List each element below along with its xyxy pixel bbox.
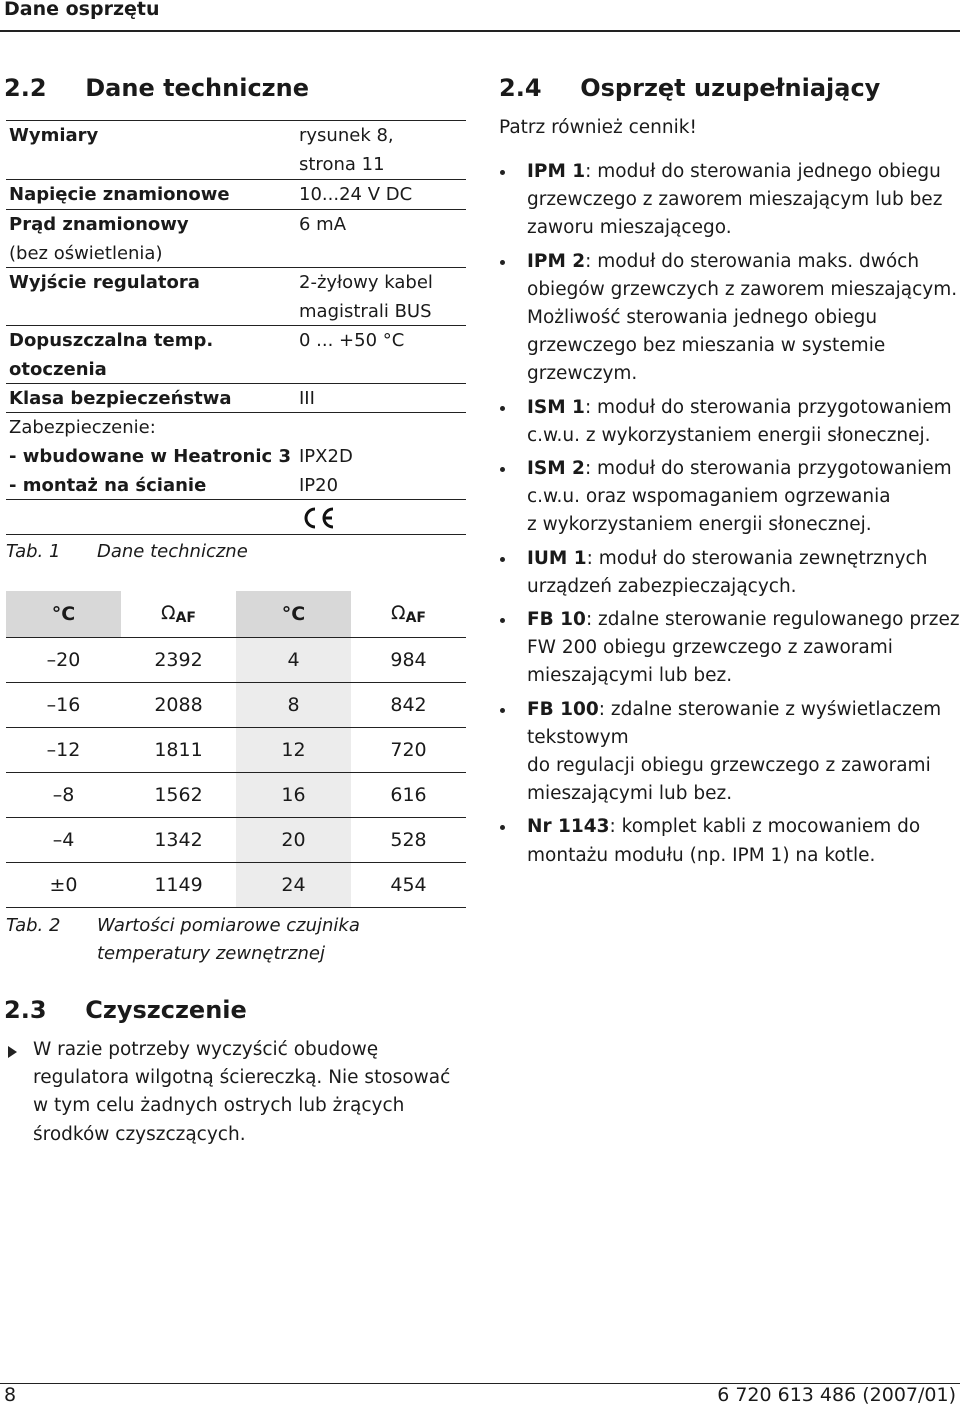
list-item: ISM 2: moduł do sterowania przygotowaniem c.w.u. oraz wspomaganiem ogrzewania z wykorzystaniem energii słonecznej. [500, 455, 960, 540]
table-cell: 616 [351, 773, 466, 818]
section-2-2-heading [4, 74, 309, 102]
spec-row [6, 326, 466, 384]
table-cell: 24 [236, 863, 351, 908]
table-cell: 1149 [121, 863, 236, 908]
spec-value-line: IPX2D [299, 446, 353, 467]
spec-key [9, 326, 213, 384]
bullet-icon [500, 170, 505, 175]
bullet-icon [500, 557, 505, 562]
ce-mark-icon [299, 506, 337, 539]
table-row [6, 683, 466, 728]
table-cell: –8 [6, 773, 121, 818]
table-header-row [6, 591, 466, 638]
section-number: 2.2 [4, 74, 47, 102]
text-line: w tym celu żadnych ostrych lub żrących [33, 1095, 405, 1117]
section-2-4-heading [499, 74, 880, 102]
table-cell: 720 [351, 728, 466, 773]
caption-text [97, 912, 360, 968]
list-item: FB 10: zdalne sterowanie regulowanego przez FW 200 obiegu grzewczego z zaworami mieszającymi lub bez. [500, 606, 960, 691]
table-cell: 4 [236, 638, 351, 683]
spec-value: 0 ... +50 °C [299, 330, 405, 351]
bullet-icon [500, 618, 505, 623]
spec-key-line: Dopuszczalna temp. [9, 330, 214, 351]
bullet-icon [500, 260, 505, 265]
spec-value: III [299, 388, 315, 409]
page-number: 8 [4, 1384, 17, 1406]
spec-key-line: Prąd znamionowy [9, 214, 189, 235]
spec-value-line [299, 413, 353, 442]
caption-text: Dane techniczne [97, 541, 248, 562]
list-item: IPM 1: moduł do sterowania jednego obiegu grzewczego z zaworem mieszającym lub bez zaworu mieszającego. [500, 158, 960, 243]
spec-value: 6 mA [299, 214, 347, 235]
spec-key-line: otoczenia [9, 359, 107, 380]
header-rule [0, 30, 960, 32]
list-item: IUM 1: moduł do sterowania zewnętrznych urządzeń zabezpieczających. [500, 545, 960, 601]
spec-row [6, 210, 466, 268]
section-number: 2.4 [499, 74, 542, 102]
table-row [6, 818, 466, 863]
spec-key: Wymiary [9, 125, 99, 146]
spec-value-line: rysunek 8, [299, 125, 394, 146]
spec-row [6, 268, 466, 326]
table-cell: 528 [351, 818, 466, 863]
table-cell: 2392 [121, 638, 236, 683]
table-row [6, 728, 466, 773]
table-cell: 8 [236, 683, 351, 728]
section-title: Dane techniczne [85, 74, 310, 102]
text-line: środków czyszczących. [33, 1123, 246, 1145]
spec-value-line: 2-żyłowy kabel [299, 272, 433, 293]
table-row [6, 863, 466, 908]
spec-key-line: - montaż na ścianie [9, 475, 207, 496]
section-title: Czyszczenie [85, 996, 247, 1024]
spec-row [6, 180, 466, 210]
section-title: Osprzęt uzupełniający [580, 74, 881, 102]
instruction-arrow-icon [8, 1038, 17, 1062]
table-cell: 12 [236, 728, 351, 773]
column-header: $\Omega_{AF}$ [351, 591, 466, 638]
table-cell: 1811 [121, 728, 236, 773]
table-cell: 1342 [121, 818, 236, 863]
spec-key: Klasa bezpieczeństwa [9, 388, 232, 409]
running-header: Dane osprzętu [4, 0, 160, 20]
bullet-icon [500, 825, 505, 830]
column-header: °C [236, 591, 351, 638]
spec-value: 10...24 V DC [299, 184, 413, 205]
spec-key [9, 210, 189, 268]
section-2-3-heading [4, 996, 247, 1024]
table-cell: 842 [351, 683, 466, 728]
caption-line: temperatury zewnętrznej [97, 943, 325, 964]
spec-row [6, 500, 466, 535]
spec-row [6, 384, 466, 413]
accessories-list [500, 158, 960, 875]
spec-value-line: magistrali BUS [299, 301, 432, 322]
spec-value-line: strona 11 [299, 154, 385, 175]
caption-label: Tab. 2 [6, 915, 61, 936]
spec-key-note: (bez oświetlenia) [9, 243, 163, 264]
text-line: regulatora wilgotną ściereczką. Nie stosować [33, 1067, 451, 1089]
list-item: IPM 2: moduł do sterowania maks. dwóch obiegów grzewczych z zaworem mieszającym. Możliwość sterowania jednego obiegu grzewczego bez mieszania w systemie grzewczym. [500, 248, 960, 389]
intro-text: Patrz również cennik! [499, 117, 697, 138]
column-header: °C [6, 591, 121, 638]
section-number: 2.3 [4, 996, 47, 1024]
bullet-icon [500, 467, 505, 472]
spec-row [6, 121, 466, 180]
list-item: ISM 1: moduł do sterowania przygotowaniem c.w.u. z wykorzystaniem energii słonecznej. [500, 394, 960, 450]
table-caption [6, 538, 60, 566]
table-cell: ±0 [6, 863, 121, 908]
spec-key [9, 413, 291, 500]
table-cell: –12 [6, 728, 121, 773]
spec-key-line: Zabezpieczenie: [9, 417, 156, 438]
document-code: 6 720 613 486 (2007/01) [717, 1384, 956, 1406]
table-cell: 984 [351, 638, 466, 683]
spec-key: Wyjście regulatora [9, 272, 200, 293]
table-cell: 2088 [121, 683, 236, 728]
bullet-icon [500, 708, 505, 713]
caption-label: Tab. 1 [6, 541, 61, 562]
list-item: FB 100: zdalne sterowanie z wyświetlaczem tekstowym do regulacji obiegu grzewczego z zaworami mieszającymi lub bez. [500, 696, 960, 809]
cleaning-instruction [33, 1036, 473, 1149]
spec-row [6, 413, 466, 500]
table-cell: –4 [6, 818, 121, 863]
text-line: W razie potrzeby wyczyścić obudowę [33, 1039, 379, 1060]
table-cell: 1562 [121, 773, 236, 818]
spec-value [299, 121, 394, 179]
spec-value [299, 268, 433, 326]
spec-value-line: IP20 [299, 475, 339, 496]
table-row [6, 773, 466, 818]
table-row [6, 638, 466, 683]
table-cell: 454 [351, 863, 466, 908]
spec-key: Napięcie znamionowe [9, 184, 230, 205]
table-cell: 16 [236, 773, 351, 818]
table-cell: –20 [6, 638, 121, 683]
spec-value [299, 413, 353, 500]
bullet-icon [500, 406, 505, 411]
column-header: $\Omega_{AF}$ [121, 591, 236, 638]
list-item: Nr 1143: komplet kabli z mocowaniem do montażu modułu (np. IPM 1) na kotle. [500, 813, 960, 869]
table-cell: –16 [6, 683, 121, 728]
table-cell: 20 [236, 818, 351, 863]
sensor-values-table [6, 591, 466, 908]
caption-line: Wartości pomiarowe czujnika [97, 915, 360, 936]
spec-key-line: - wbudowane w Heatronic 3 [9, 446, 291, 467]
